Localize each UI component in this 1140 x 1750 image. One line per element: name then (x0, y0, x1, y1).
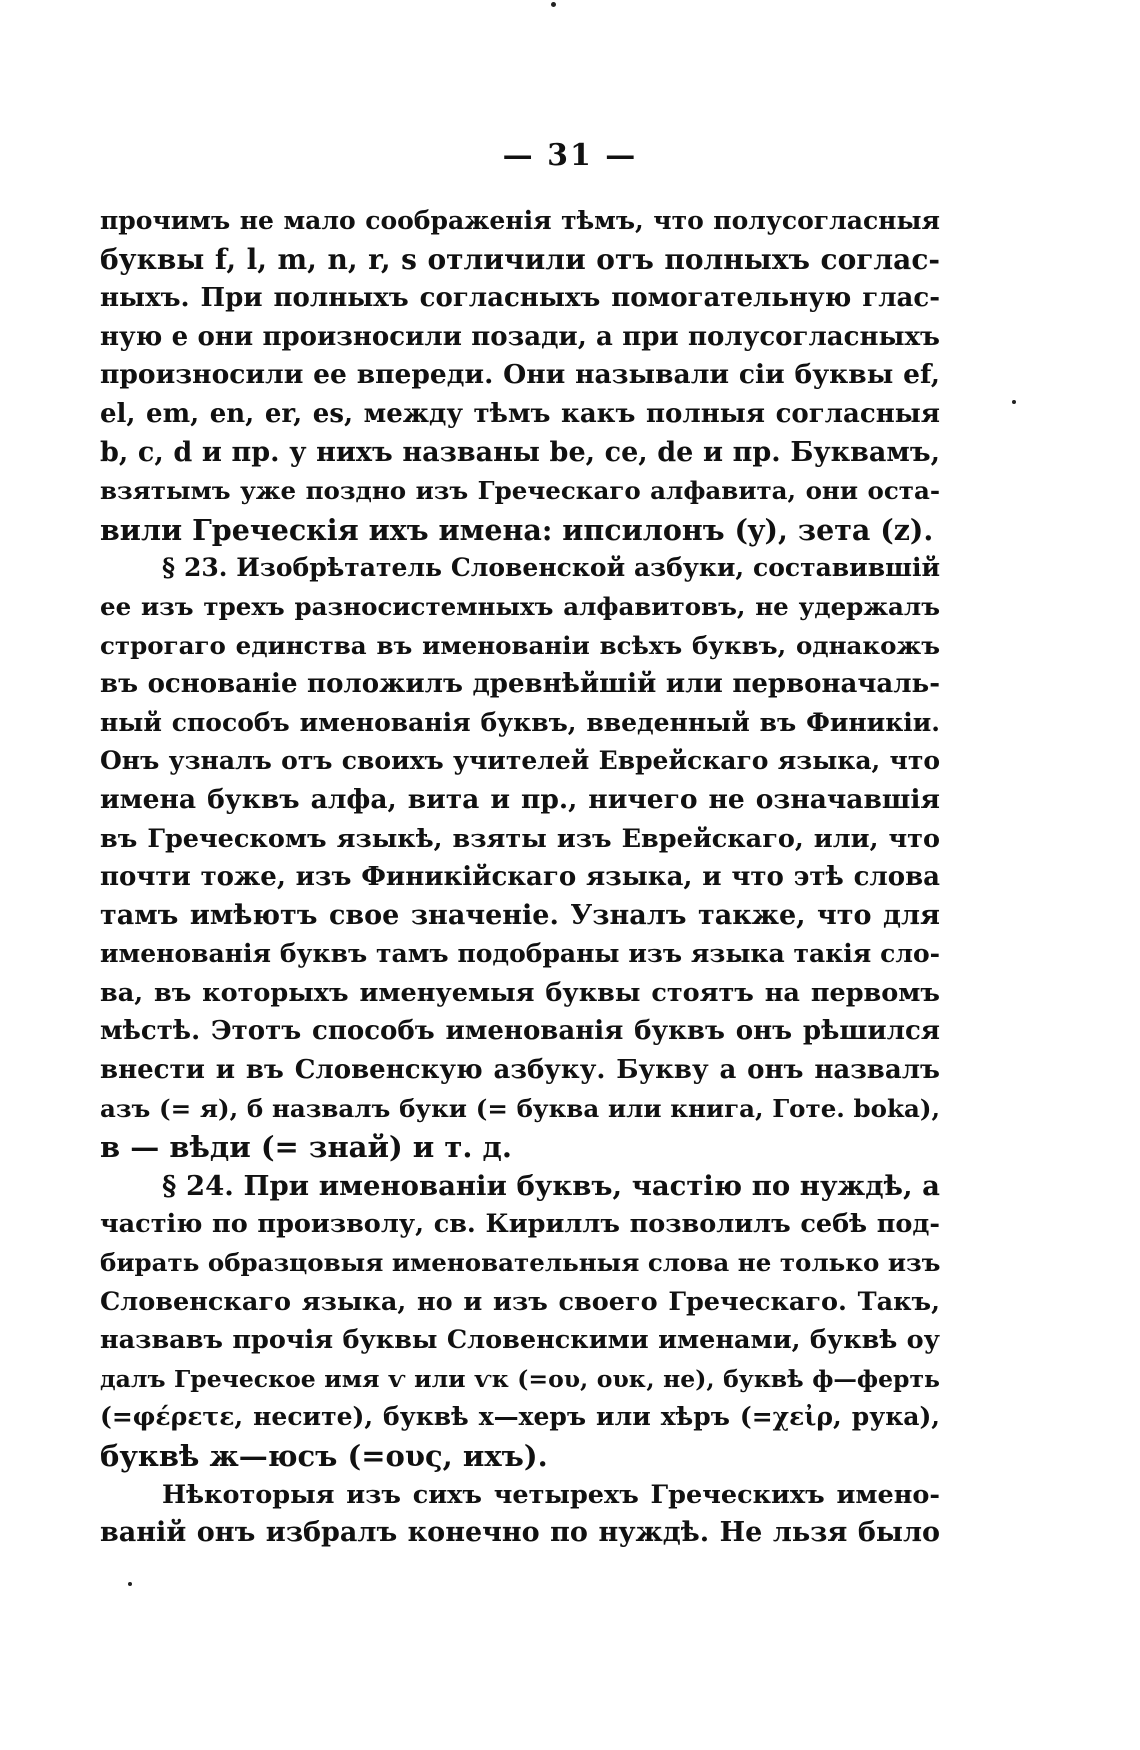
text-line: внести и въ Словенскую азбуку. Букву а онъ назвалъ (100, 1055, 940, 1086)
text-line: произносили ее впереди. Они называли сіи буквы ef, (100, 359, 940, 391)
text-line: почти тоже, изъ Финикійскаго языка, и что этѣ слова (100, 862, 940, 893)
page-number: — 31 — (502, 138, 638, 173)
text-line: въ основаніе положилъ древнѣйшій или первоначаль- (100, 669, 940, 700)
text-line: ее изъ трехъ разносистемныхъ алфавитовъ, не удержалъ (100, 591, 940, 621)
text-line: бирать образцовыя именовательныя слова не только изъ (100, 1248, 940, 1278)
print-speck (128, 1582, 132, 1586)
text-line: буквѣ ж—юсъ (=ους, ихъ). (100, 1439, 548, 1473)
text-line: ную е они произносили позади, а при полусогласныхъ (100, 321, 940, 352)
text-line: в — вѣди (= знай) и т. д. (100, 1130, 512, 1165)
text-line: буквы f, l, m, n, r, s отличили отъ полныхъ соглас- (100, 242, 940, 276)
text-line: далъ Греческое имя ѵ или ѵк (=ου, ουκ, не), буквѣ ф—ферть (100, 1364, 940, 1393)
text-line: прочимъ не мало соображенія тѣмъ, что полусогласныя (100, 206, 940, 235)
text-line: частію по произволу, св. Кириллъ позволилъ себѣ под- (100, 1209, 940, 1240)
text-line: Нѣкоторыя изъ сихъ четырехъ Греческихъ имено- (162, 1479, 940, 1510)
text-line: Словенскаго языка, но и изъ своего Греческаго. Такъ, (100, 1286, 940, 1317)
text-line: именованія буквъ тамъ подобраны изъ языка такія сло- (100, 939, 940, 969)
text-line: взятымъ уже поздно изъ Греческаго алфавита, они оста- (100, 476, 940, 506)
text-line: назвавъ прочія буквы Словенскими именами, буквѣ оу (100, 1325, 940, 1356)
text-line: ныхъ. При полныхъ согласныхъ помогательную глас- (100, 283, 940, 314)
text-line: § 24. При именованіи буквъ, частію по нуждѣ, а (162, 1169, 940, 1202)
text-line: Онъ узналъ отъ своихъ учителей Еврейскаго языка, что (100, 746, 940, 776)
print-speck (1012, 400, 1016, 404)
text-line: b, c, d и пр. у нихъ названы be, ce, de и пр. Буквамъ, (100, 436, 940, 468)
page-body-text (100, 202, 940, 1553)
text-line: мѣстѣ. Этотъ способъ именованія буквъ онъ рѣшился (100, 1016, 940, 1047)
text-line: ный способъ именованія буквъ, введенный въ Финикіи. (100, 707, 940, 737)
text-line: тамъ имѣютъ свое значеніе. Узналъ также, что для (100, 899, 940, 931)
text-line: въ Греческомъ языкѣ, взяты изъ Еврейскаго, или, что (100, 823, 940, 854)
text-line: el, em, en, er, es, между тѣмъ какъ полныя согласныя (100, 398, 940, 429)
text-line: вили Греческія ихъ имена: ипсилонъ (y), зета (z). (100, 512, 934, 547)
text-line: строгаго единства въ именованіи всѣхъ буквъ, однакожъ (100, 630, 940, 660)
text-line: § 23. Изобрѣтатель Словенской азбуки, составившій (162, 553, 940, 583)
text-line: азъ (= я), б назвалъ буки (= буква или книга, Готе. boka), (100, 1093, 940, 1123)
print-speck (551, 2, 556, 7)
text-line: имена буквъ алфа, вита и пр., ничего не означавшія (100, 783, 940, 815)
text-line: ва, въ которыхъ именуемыя буквы стоятъ на первомъ (100, 977, 940, 1008)
text-line: (=φέρετε, несите), буквѣ х—херъ или хѣръ (=χεἰρ, рука), (100, 1402, 940, 1432)
text-line: ваній онъ избралъ конечно по нуждѣ. Не льзя было (100, 1517, 940, 1549)
